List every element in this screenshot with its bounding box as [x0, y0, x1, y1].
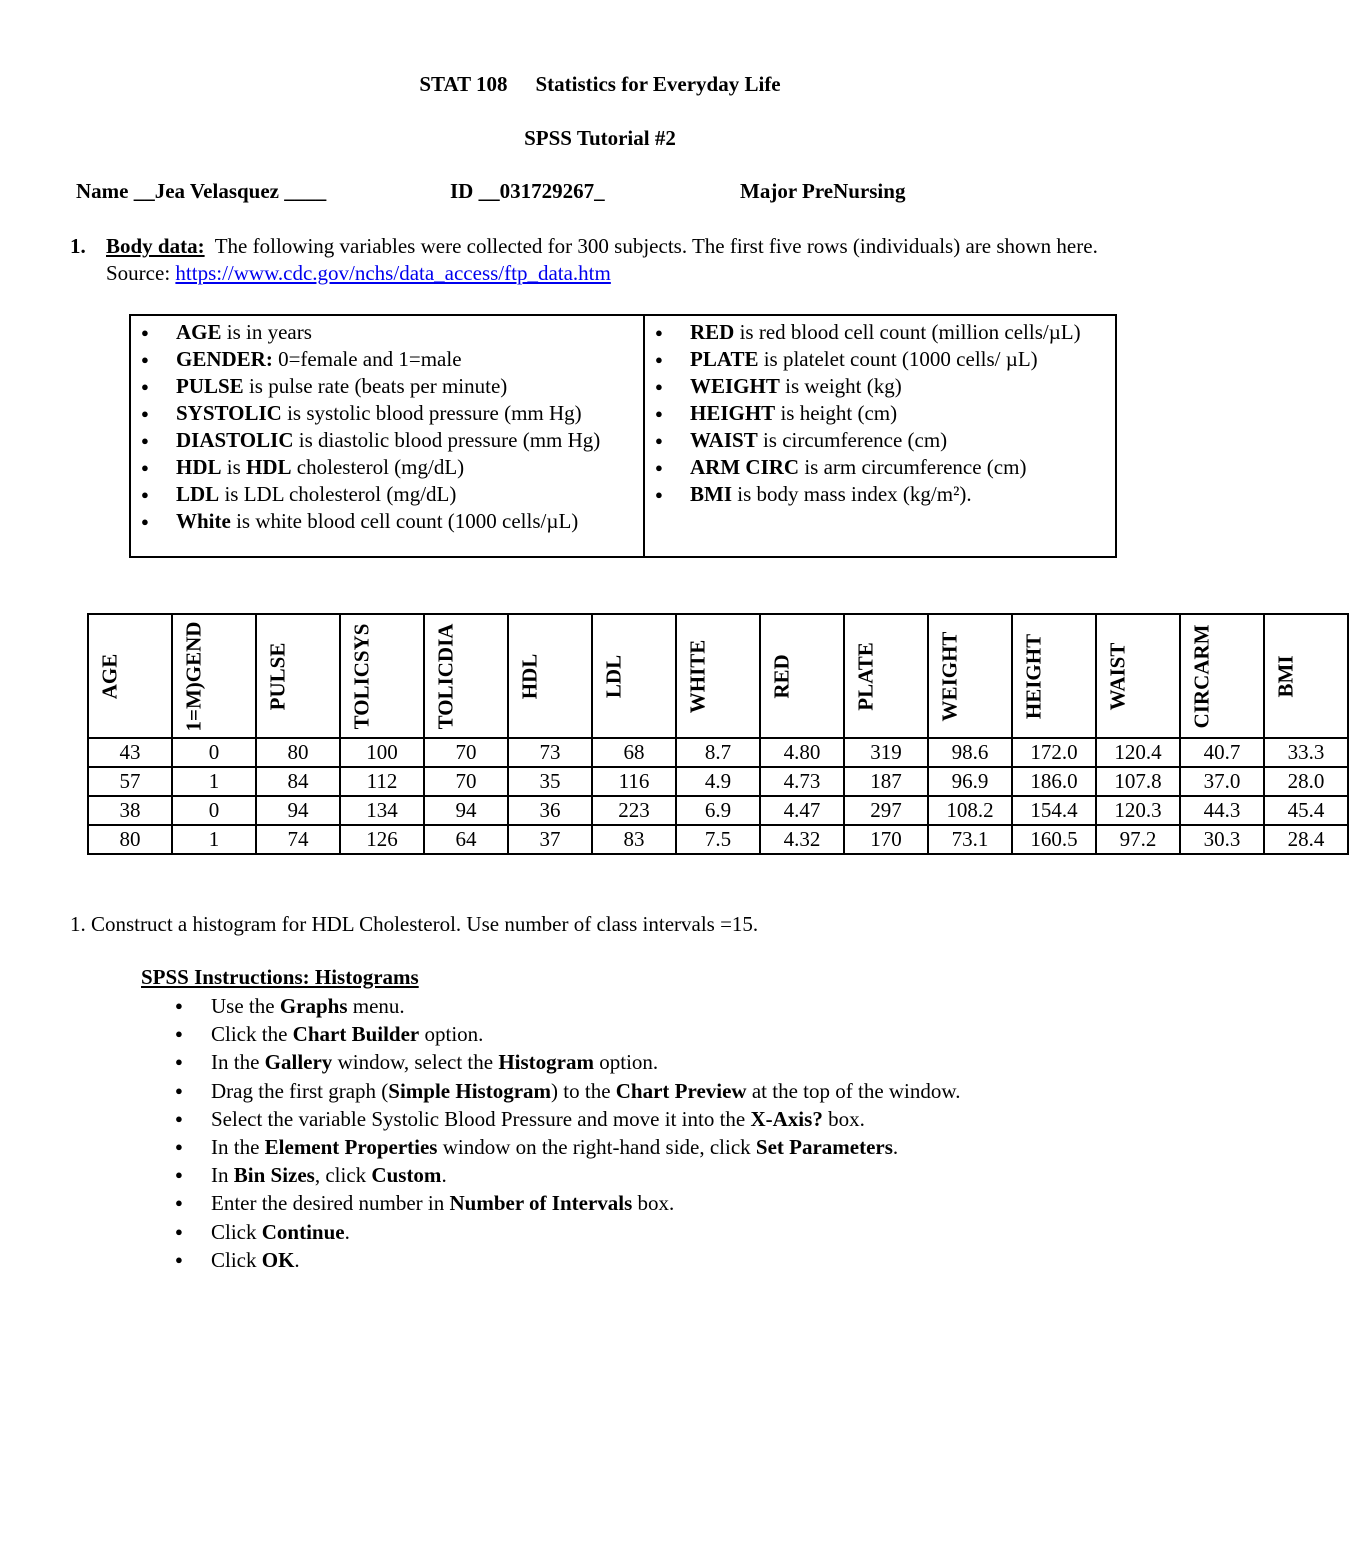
- table-cell: 100: [340, 738, 424, 767]
- step-text: .: [892, 1135, 899, 1160]
- table-cell: 172.0: [1012, 738, 1096, 767]
- column-header-label: PLATE: [853, 641, 878, 711]
- table-cell: 170: [844, 825, 928, 854]
- step-keyword: Chart Preview: [615, 1078, 747, 1103]
- table-cell: 126: [340, 825, 424, 854]
- variable-item: [139, 454, 643, 481]
- variable-desc: is arm circumference (cm): [799, 455, 1027, 479]
- table-cell: 4.9: [676, 767, 760, 796]
- variable-desc: is red blood cell count (million cells/µL): [734, 320, 1081, 344]
- column-header-label: WHITE: [685, 639, 710, 713]
- variable-term: BMI: [690, 482, 732, 506]
- major-field: Major PreNursing: [740, 179, 906, 203]
- variable-term: WAIST: [690, 428, 758, 452]
- variable-desc: cholesterol (mg/dL): [291, 455, 465, 479]
- table-cell: 134: [340, 796, 424, 825]
- variable-term: GENDER:: [176, 347, 273, 371]
- variable-item: [139, 508, 643, 535]
- step-keyword: Graphs: [279, 994, 348, 1018]
- instruction-step: [141, 1077, 960, 1105]
- column-header-label: HEIGHT: [1021, 633, 1046, 719]
- step-keyword: Continue: [261, 1219, 345, 1244]
- variable-desc: is in years: [221, 320, 312, 344]
- variable-item: [653, 400, 1115, 427]
- table-cell: 43: [88, 738, 172, 767]
- column-header: [1096, 614, 1180, 738]
- variable-term: HDL: [176, 455, 222, 479]
- table-cell: 70: [424, 767, 508, 796]
- step-text: Click: [211, 1219, 262, 1244]
- table-row: [88, 825, 1348, 854]
- step-keyword: Gallery: [264, 1050, 333, 1075]
- table-cell: 37.0: [1180, 767, 1264, 796]
- table-cell: 28.0: [1264, 767, 1348, 796]
- variable-desc: is diastolic blood pressure (mm Hg): [293, 428, 601, 452]
- column-header: [844, 614, 928, 738]
- variable-item: [139, 373, 643, 400]
- variable-term: ARM CIRC: [690, 455, 800, 479]
- table-cell: 83: [592, 825, 676, 854]
- table-cell: 28.4: [1264, 825, 1348, 854]
- variables-box: [129, 314, 1117, 558]
- table-cell: 0: [172, 738, 256, 767]
- variable-item: [653, 454, 1115, 481]
- step-text: window, select the: [332, 1050, 499, 1075]
- table-cell: 297: [844, 796, 928, 825]
- variable-item: [139, 481, 643, 508]
- variable-desc: is body mass index (kg/m²).: [732, 482, 972, 506]
- variable-term: SYSTOLIC: [176, 401, 282, 425]
- table-cell: 120.4: [1096, 738, 1180, 767]
- table-cell: 1: [172, 825, 256, 854]
- table-cell: 94: [424, 796, 508, 825]
- table-cell: 4.80: [760, 738, 844, 767]
- variable-desc: is systolic blood pressure (mm Hg): [281, 401, 582, 425]
- variable-desc: is platelet count (1000 cells/ µL): [758, 347, 1038, 371]
- column-header-label: WAIST: [1105, 642, 1130, 710]
- step-keyword: Number of Intervals: [449, 1191, 633, 1216]
- question-label: Body data:: [106, 234, 205, 258]
- variable-desc: 0=female and 1=male: [272, 347, 462, 371]
- question-text: The following variables were collected for 300 subjects. The first five rows (individuals) are shown here. Source:: [106, 234, 1098, 285]
- table-cell: 98.6: [928, 738, 1012, 767]
- table-cell: 223: [592, 796, 676, 825]
- variable-term: HDL: [246, 455, 292, 479]
- step-text: In the: [211, 1135, 265, 1160]
- column-header-label: HDL: [517, 653, 542, 699]
- variable-item: [653, 319, 1115, 346]
- column-header-label: TOLICSYS: [349, 623, 374, 729]
- column-header: [340, 614, 424, 738]
- table-cell: 64: [424, 825, 508, 854]
- table-row: [88, 796, 1348, 825]
- table-cell: 38: [88, 796, 172, 825]
- column-header: [760, 614, 844, 738]
- table-cell: 4.47: [760, 796, 844, 825]
- column-header: [424, 614, 508, 738]
- step-keyword: Set Parameters: [755, 1135, 893, 1160]
- column-header-label: WEIGHT: [937, 631, 962, 721]
- instruction-step: [141, 1246, 960, 1274]
- table-cell: 97.2: [1096, 825, 1180, 854]
- table-cell: 7.5: [676, 825, 760, 854]
- table-cell: 0: [172, 796, 256, 825]
- step-keyword: X-Axis?: [750, 1106, 823, 1131]
- column-header: [1180, 614, 1264, 738]
- step-keyword: Histogram: [498, 1050, 594, 1075]
- variable-item: [653, 427, 1115, 454]
- variable-term: PLATE: [690, 347, 759, 371]
- instruction-step: [141, 1020, 960, 1048]
- table-cell: 44.3: [1180, 796, 1264, 825]
- table-cell: 57: [88, 767, 172, 796]
- table-cell: 45.4: [1264, 796, 1348, 825]
- variable-item: [139, 319, 643, 346]
- instruction-step: [141, 1161, 960, 1189]
- column-header-label: TOLICDIA: [433, 623, 458, 729]
- table-cell: 68: [592, 738, 676, 767]
- question-number: 1.: [70, 234, 86, 258]
- table-cell: 80: [256, 738, 340, 767]
- step-keyword: OK: [261, 1247, 295, 1272]
- table-cell: 186.0: [1012, 767, 1096, 796]
- table-cell: 108.2: [928, 796, 1012, 825]
- table-cell: 112: [340, 767, 424, 796]
- column-header-label: BMI: [1273, 655, 1298, 697]
- table-cell: 37: [508, 825, 592, 854]
- step-text: option.: [419, 1022, 484, 1047]
- column-header: [88, 614, 172, 738]
- step-text: .: [294, 1247, 300, 1272]
- step-text: .: [344, 1219, 350, 1244]
- column-header: [256, 614, 340, 738]
- step-keyword: Simple Histogram: [388, 1078, 552, 1103]
- column-header-label: LDL: [601, 654, 626, 698]
- table-cell: 8.7: [676, 738, 760, 767]
- table-cell: 1: [172, 767, 256, 796]
- variable-desc: is circumference (cm): [757, 428, 948, 452]
- variable-term: LDL: [176, 482, 220, 506]
- question-1-intro: [70, 233, 1120, 287]
- instructions-list: [141, 992, 960, 1274]
- variable-item: [139, 400, 643, 427]
- variable-item: [139, 427, 643, 454]
- instruction-step: [141, 1105, 960, 1133]
- table-cell: 319: [844, 738, 928, 767]
- column-header-label: AGE: [97, 653, 122, 699]
- column-header: [928, 614, 1012, 738]
- table-cell: 107.8: [1096, 767, 1180, 796]
- step-text: Enter the desired number in: [211, 1191, 450, 1216]
- variable-item: [653, 481, 1115, 508]
- variable-item: [139, 346, 643, 373]
- table-cell: 94: [256, 796, 340, 825]
- table-cell: 120.3: [1096, 796, 1180, 825]
- variable-term: DIASTOLIC: [176, 428, 294, 452]
- table-cell: 33.3: [1264, 738, 1348, 767]
- column-header: [1012, 614, 1096, 738]
- step-keyword: Element Properties: [264, 1135, 438, 1160]
- instruction-step: [141, 1189, 960, 1217]
- column-header: [592, 614, 676, 738]
- step-text: window on the right-hand side, click: [437, 1135, 756, 1160]
- instruction-step: [141, 1133, 960, 1161]
- step-text: at the top of the window.: [746, 1078, 961, 1103]
- table-cell: 80: [88, 825, 172, 854]
- course-code: STAT 108: [419, 72, 508, 96]
- column-header-label: 1=M)GEND: [181, 621, 206, 731]
- step-text: option.: [593, 1050, 659, 1075]
- variable-desc: is white blood cell count (1000 cells/µL): [230, 509, 579, 533]
- instructions-title: SPSS Instructions: Histograms: [141, 965, 419, 989]
- step-keyword: Chart Builder: [292, 1022, 420, 1047]
- step-text: Use the: [211, 994, 280, 1018]
- variable-item: [653, 373, 1115, 400]
- step-text: ) to the: [551, 1078, 616, 1103]
- variable-term: White: [176, 509, 231, 533]
- step-text: Click: [211, 1247, 262, 1272]
- name-field: Name __Jea Velasquez ____: [76, 179, 327, 203]
- variable-term: AGE: [176, 320, 222, 344]
- variable-term: HEIGHT: [690, 401, 776, 425]
- variable-term: RED: [690, 320, 735, 344]
- column-header-label: CIRCARM: [1189, 624, 1214, 728]
- document-title: [0, 72, 1200, 97]
- variable-item: [653, 346, 1115, 373]
- variable-term: WEIGHT: [690, 374, 780, 398]
- table-cell: 116: [592, 767, 676, 796]
- id-field: ID __031729267_: [450, 179, 605, 203]
- table-cell: 6.9: [676, 796, 760, 825]
- step-text: box.: [632, 1191, 675, 1216]
- table-cell: 30.3: [1180, 825, 1264, 854]
- table-cell: 187: [844, 767, 928, 796]
- step-text: In the: [211, 1050, 265, 1075]
- step-text: .: [441, 1163, 447, 1188]
- table-cell: 70: [424, 738, 508, 767]
- step-text: Select the variable Systolic Blood Pressure and move it into the: [211, 1106, 751, 1131]
- table-cell: 74: [256, 825, 340, 854]
- table-cell: 4.32: [760, 825, 844, 854]
- table-cell: 160.5: [1012, 825, 1096, 854]
- table-cell: 40.7: [1180, 738, 1264, 767]
- table-header-row: [88, 614, 1348, 738]
- table-cell: 35: [508, 767, 592, 796]
- step-keyword: Custom: [371, 1163, 442, 1188]
- instruction-step: [141, 1218, 960, 1246]
- step-text: Drag the first graph (: [211, 1078, 389, 1103]
- body-data-table: [87, 613, 1349, 855]
- variable-desc: is height (cm): [775, 401, 898, 425]
- instruction-step: [141, 1048, 960, 1076]
- variable-desc: is pulse rate (beats per minute): [243, 374, 508, 398]
- step-text: , click: [314, 1163, 372, 1188]
- column-header: [508, 614, 592, 738]
- step-text: menu.: [347, 994, 405, 1018]
- source-link[interactable]: https://www.cdc.gov/nchs/data_access/ftp_data.htm: [175, 261, 611, 285]
- column-header: [676, 614, 760, 738]
- table-cell: 36: [508, 796, 592, 825]
- table-cell: 84: [256, 767, 340, 796]
- variable-term: PULSE: [176, 374, 244, 398]
- variable-desc: is LDL cholesterol (mg/dL): [219, 482, 457, 506]
- table-cell: 73: [508, 738, 592, 767]
- table-cell: 73.1: [928, 825, 1012, 854]
- course-title: Statistics for Everyday Life: [535, 72, 781, 96]
- column-header: [1264, 614, 1348, 738]
- column-header-label: RED: [769, 653, 794, 699]
- variable-desc: is: [221, 455, 247, 479]
- variables-right-column: [645, 316, 1115, 556]
- step-text: In: [211, 1163, 234, 1188]
- instruction-step: [141, 992, 960, 1020]
- variables-left-column: [131, 316, 645, 556]
- table-cell: 4.73: [760, 767, 844, 796]
- variable-desc: is weight (kg): [779, 374, 902, 398]
- table-row: [88, 738, 1348, 767]
- column-header-label: PULSE: [265, 642, 290, 710]
- column-header: [172, 614, 256, 738]
- table-row: [88, 767, 1348, 796]
- step-keyword: Bin Sizes: [233, 1163, 315, 1188]
- tutorial-subtitle: SPSS Tutorial #2: [524, 126, 676, 150]
- task-instruction: 1. Construct a histogram for HDL Cholesterol. Use number of class intervals =15.: [70, 912, 759, 936]
- step-text: box.: [822, 1106, 865, 1131]
- table-cell: 154.4: [1012, 796, 1096, 825]
- table-cell: 96.9: [928, 767, 1012, 796]
- step-text: Click the: [211, 1022, 293, 1047]
